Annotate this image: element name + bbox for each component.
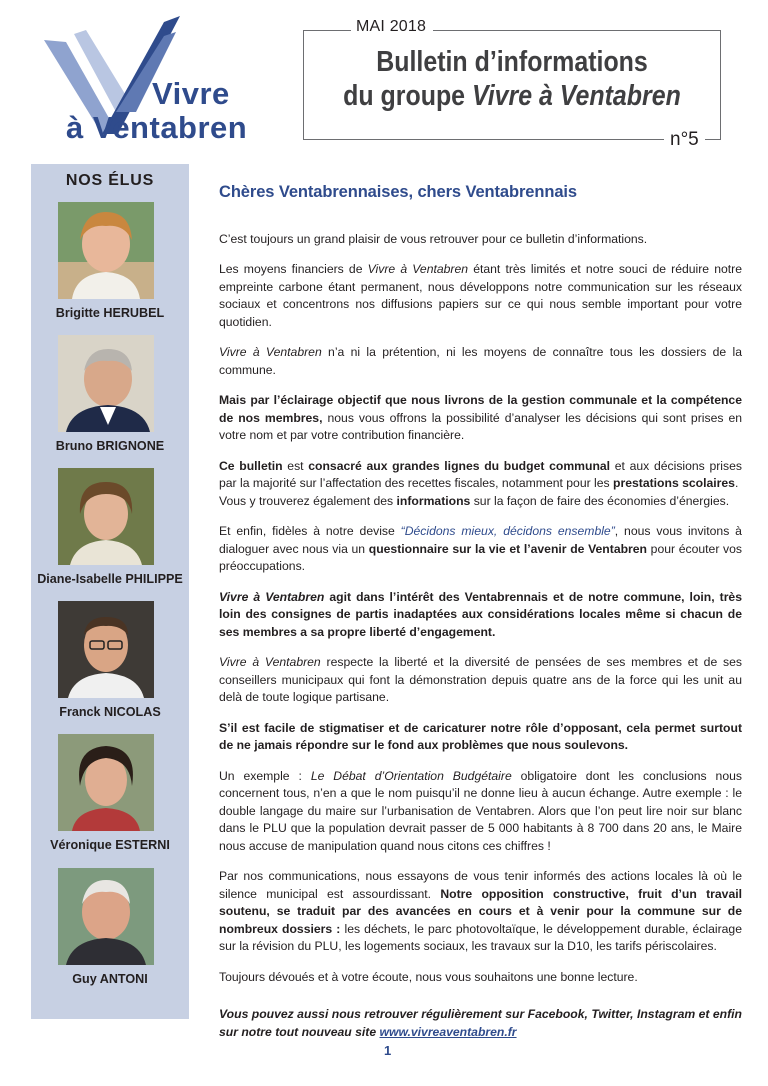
issue-number: n°5: [664, 129, 705, 151]
group-name: Vivre à Ventabren: [219, 655, 321, 669]
text: Par nos communications, nous essayons de vous tenir informés des actions locales là où le silence municipal est assourdissant.: [219, 869, 742, 901]
member-photo: [58, 868, 154, 965]
text: et aux décisions prises par la majorité sur l’affectation des recettes fiscales, notamment pour les: [219, 458, 742, 490]
social-text: Vous pouvez aussi nous retrouver régulièrement sur Facebook, Twitter, Instagram et enfin sur notre tout nouveau site: [219, 1007, 742, 1039]
member-name: Franck NICOLAS: [59, 705, 161, 719]
issue-date: MAI 2018: [356, 18, 427, 35]
bold-text: Notre opposition constructive, fruit d’un travail soutenu, se traduit par des avancées en cours et à venir pour la commune sur de nombreux dossiers :: [219, 886, 742, 936]
bold-text: prestations scolaires: [613, 476, 735, 490]
logo-text-ventabren: à Ventabren: [66, 110, 248, 145]
text: Les moyens financiers de: [219, 262, 368, 276]
text: n’a ni la prétention, ni les moyens de connaître tous les dossiers de la commune.: [219, 345, 742, 377]
member-photo: [58, 734, 154, 831]
text: Toujours dévoués et à votre écoute, nous vous souhaitons une bonne lecture.: [219, 969, 638, 984]
paragraph: [219, 231, 742, 249]
bulletin-title-line1: Bulletin d’informations: [376, 46, 648, 78]
sidebar-title: NOS ÉLUS: [65, 172, 155, 189]
text: nous vous offrons la possibilité d’analyser les décisions qui sont prises en votre nom et par votre contribution financière.: [219, 410, 743, 442]
paragraph: [219, 493, 742, 511]
member-name: Véronique ESTERNI: [50, 838, 170, 852]
title-group-name: Vivre à Ventabren: [471, 80, 681, 112]
website-link[interactable]: www.vivreaventabren.fr: [379, 1024, 517, 1039]
text: sur la façon de faire des économies d’énergies.: [470, 493, 730, 508]
text: obligatoire dont les conclusions nous concernent tous, n’en a que le nom puisqu’il ne donne lieu à aucun échange. Autre exemple : le double langage du maire sur l’urbanisation de Ventabren. Alors que l’on peut lire noir sur blanc dans le PLU que la population devrait passer de 5 000 habitants à 8 700 dans 20 ans, le Maire nous accuse de manipulation quand nous citons ces chiffres !: [219, 768, 742, 853]
page-number: 1: [384, 1043, 392, 1058]
logo: [40, 12, 270, 145]
motto-quote: “Décidons mieux, décidons ensemble”: [400, 524, 615, 538]
bold-text: Ce bulletin: [219, 458, 283, 473]
italic-text: Le Débat d’Orientation Budgétaire: [310, 768, 512, 783]
member-photo: [58, 202, 154, 299]
paragraph: [219, 654, 742, 707]
paragraph: [219, 768, 742, 856]
text: est: [282, 458, 309, 473]
bold-text: consacré aux grandes lignes du budget communal: [308, 458, 611, 473]
editorial: [219, 184, 742, 1054]
paragraph: [219, 969, 742, 987]
paragraph: [219, 720, 742, 755]
paragraph: [219, 589, 742, 642]
text: Un exemple :: [219, 768, 311, 783]
member-name: Guy ANTONI: [72, 972, 148, 986]
paragraph: [219, 1006, 742, 1041]
bold-text: S’il est facile de stigmatiser et de caricaturer notre rôle d’opposant, cela permet surtout de ne jamais répondre sur le fond aux problèmes que nous soulevons.: [219, 720, 742, 752]
member-photo: [58, 335, 154, 432]
paragraph: [219, 344, 742, 379]
member-photo: [58, 601, 154, 698]
member-name: Bruno BRIGNONE: [55, 439, 165, 453]
bold-text: questionnaire sur la vie et l’avenir de Ventabren: [368, 541, 648, 556]
paragraph: [219, 261, 742, 331]
bold-text: informations: [396, 493, 471, 508]
bold-text: agit dans l’intérêt des Ventabrennais et de notre commune, loin, très loin des consignes de partis inadaptées aux considérations locales même si chacun de ses membres a sa propre liberté d’engagement.: [219, 589, 742, 639]
member-name: Brigitte HERUBEL: [55, 306, 165, 320]
bold-text: Mais par l’éclairage objectif que nous livrons de la gestion communale et la compétence de nos membres,: [219, 393, 742, 425]
text: les déchets, le parc photovoltaïque, le développement durable, éclairage sur la révision du PLU, les logements sociaux, les travaux sur la D10, les tarifs périscolaires.: [219, 921, 742, 953]
member-photo: [58, 468, 154, 565]
bulletin-title-line2: [332, 80, 691, 113]
logo-text-vivre: Vivre: [152, 76, 230, 111]
group-name: Vivre à Ventabren: [367, 262, 469, 276]
group-name: Vivre à Ventabren: [219, 345, 322, 359]
text: .: [734, 476, 739, 490]
member-name: Diane-Isabelle PHILIPPE: [37, 572, 183, 586]
text: C’est toujours un grand plaisir de vous retrouver pour ce bulletin d’informations.: [219, 231, 648, 246]
text: étant très limités et notre souci de réduire notre empreinte carbone étant permanent, nous développons notre communication sur les réseaux sociaux et concentrons nos diffusions papiers sur ce qui nous semble important pour votre quotidien.: [219, 262, 743, 329]
paragraph: [219, 523, 742, 576]
title-prefix: du groupe: [343, 80, 472, 112]
group-name: Vivre à Ventabren: [219, 589, 325, 604]
text: , nous vous invitons à dialoguer avec nous via un: [219, 524, 742, 556]
paragraph: [219, 458, 742, 493]
text: pour écouter vos préoccupations.: [219, 541, 742, 573]
text: respecte la liberté et la diversité de pensées de ses membres et de ses conseillers municipaux qui font la démonstration depuis quatre ans de la force qui les unit au delà de toute logique partisane.: [219, 655, 742, 704]
text: Et enfin, fidèles à notre devise: [219, 524, 401, 538]
paragraph: [219, 868, 742, 956]
paragraph: [219, 392, 742, 445]
elected-members-sidebar: [31, 164, 189, 1019]
editorial-heading: Chères Ventabrennaises, chers Ventabrennais: [219, 183, 577, 201]
text: Vous y trouverez également des: [219, 493, 397, 508]
